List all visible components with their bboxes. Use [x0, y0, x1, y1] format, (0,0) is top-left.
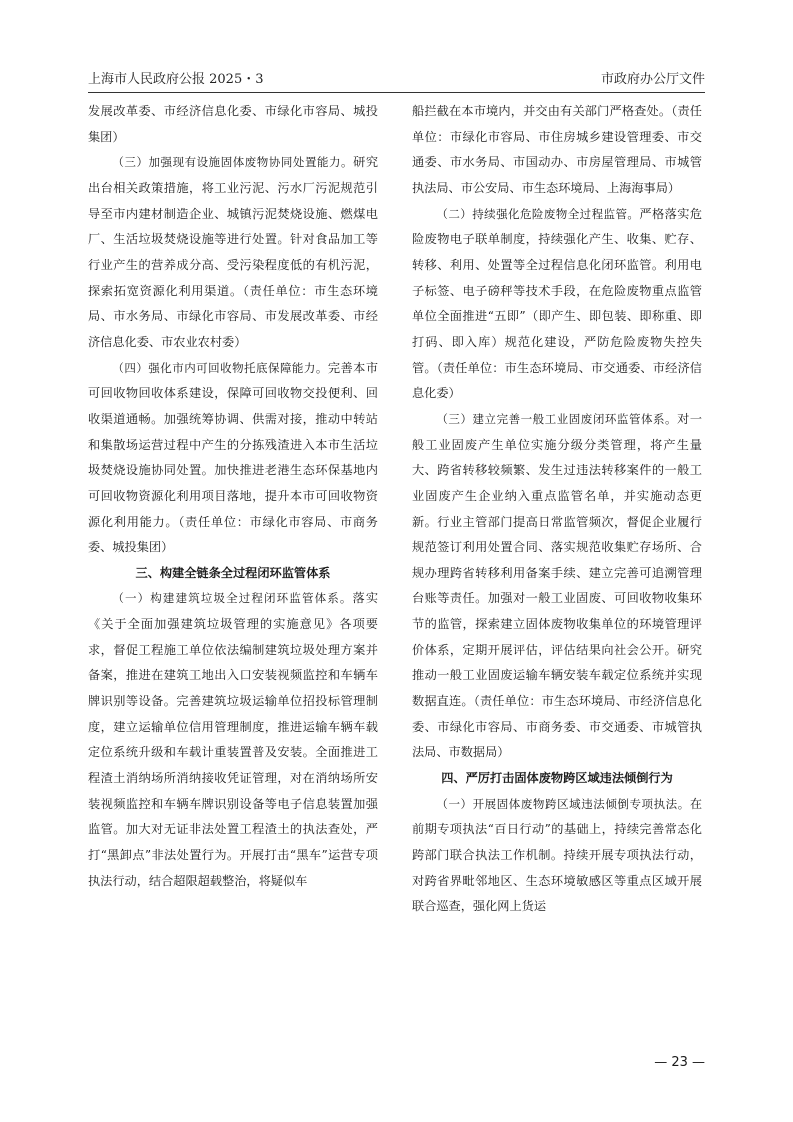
subsection-title: （一）开展固体废物跨区域违法倾倒专项执法。: [436, 796, 690, 811]
paragraph-body: 落实《关于全面加强建筑垃圾管理的实施意见》各项要求，督促工程施工单位依法编制建筑垃圾处理方案并备案，推进在建筑工地出入口安装视频监控和车辆车牌识别等设备。完善建筑垃圾运输单位招投标管理制度，建立运输单位信用管理制度，推进运输车辆车载定位系统升级和车载计重装置普及安装。全面推进工程渣土消纳场所消纳接收凭证管理，对在消纳场所安装视频监控和车辆车牌识别设备等电子信息装置加强监管。加大对无证非法处置工程渣土的执法查处，严打“黑卸点”非法处置行为。开展打击“黑车”运营专项执法行动，结合超限超载整治，将疑似车: [88, 591, 379, 888]
subsection-title: （三）加强现有设施固体废物协同处置能力。: [112, 155, 354, 170]
paragraph: [88, 150, 378, 355]
paragraph: 发展改革委、市经济信息化委、市绿化市容局、城投集团）: [88, 104, 378, 144]
section-heading: 四、严厉打击固体废物跨区域违法倾倒行为: [441, 771, 673, 786]
paragraph: [412, 792, 702, 920]
header-rule: [88, 92, 705, 93]
paragraph: 船拦截在本市境内，并交由有关部门严格查处。（责任单位：市绿化市容局、市住房城乡建设管理委、市交通委、市水务局、市国动办、市房屋管理局、市城管执法局、市公安局、市生态环境局、上海海事局）: [412, 104, 702, 195]
paragraph: [412, 407, 702, 766]
paragraph-body: 对一般工业固废产生单位实施分级分类管理，将产生量大、跨省转移较频繁、发生过违法转移案件的一般工业固废产生企业纳入重点监管名单，并实施动态更新。行业主管部门提高日常监管频次，督促企业履行规范签订利用处置合同、落实规范收集贮存场所、合规办理跨省转移利用备案手续、建立完善可追溯管理台账等责任。加强对一般工业固废、可回收物收集环节的监管，探索建立固体废物收集单位的环境管理评价体系，定期开展评估，评估结果向社会公开。研究推动一般工业固废运输车辆安装车载定位系统并实现数据直连。（责任单位：市生态环境局、市经济信息化委、市绿化市容局、市商务委、市交通委、市城管执法局、市数据局）: [412, 411, 703, 760]
page-header: [88, 68, 705, 87]
publication-title: 上海市人民政府公报 2025・3: [88, 72, 264, 87]
paragraph: [88, 586, 378, 894]
paragraph-body: 在前期专项执法“百日行动”的基础上，持续完善常态化跨部门联合执法工作机制。持续开展专项执法行动，对跨省界毗邻地区、生态环境敏感区等重点区域开展联合巡查，强化网上货运: [412, 796, 702, 914]
right-column: [412, 99, 702, 920]
paragraph-body: 严格落实危险废物电子联单制度，持续强化产生、收集、贮存、转移、利用、处置等全过程信息化闭环监管。利用电子标签、电子磅秤等技术手段，在危险废物重点监管单位全面推进“五即”（即产生、即包装、即称重、即打码、即入库）规范化建设，严防危险废物失控失管。（责任单位：市生态环境局、市交通委、市经济信息化委）: [412, 206, 703, 401]
subsection-title: （二）持续强化危险废物全过程监管。: [436, 206, 640, 221]
page-number: — 23 —: [654, 1055, 705, 1070]
paragraph-body: 完善本市可回收物回收体系建设，保障可回收物交投便利、回收渠道通畅。加强统筹协调、供需对接，推动中转站和集散场运营过程中产生的分拣残渣进入本市生活垃圾焚烧设施协同处置。加快推进老港生态环保基地内可回收物资源化利用项目落地，提升本市可回收物资源化利用能力。（责任单位：市绿化市容局、市商务委、城投集团）: [88, 360, 379, 555]
paragraph: [412, 202, 702, 407]
subsection-title: （三）建立完善一般工业固废闭环监管体系。: [436, 411, 678, 426]
paragraph-body: 研究出台相关政策措施，将工业污泥、污水厂污泥规范引导至市内建材制造企业、城镇污泥焚烧设施、燃煤电厂、生活垃圾焚烧设施等进行处置。针对食品加工等行业产生的营养成分高、受污染程度低的有机污泥，探索拓宽资源化利用渠道。（责任单位：市生态环境局、市水务局、市绿化市容局、市发展改革委、市经济信息化委、市农业农村委）: [88, 155, 379, 349]
section-heading: 三、构建全链条全过程闭环监管体系: [135, 565, 331, 580]
subsection-title: （一）构建建筑垃圾全过程闭环监管体系。: [112, 591, 353, 606]
left-column: [88, 99, 378, 894]
subsection-title: （四）强化市内可回收物托底保障能力。: [112, 360, 328, 375]
section-title: 市政府办公厅文件: [600, 72, 705, 87]
paragraph: [88, 356, 378, 561]
